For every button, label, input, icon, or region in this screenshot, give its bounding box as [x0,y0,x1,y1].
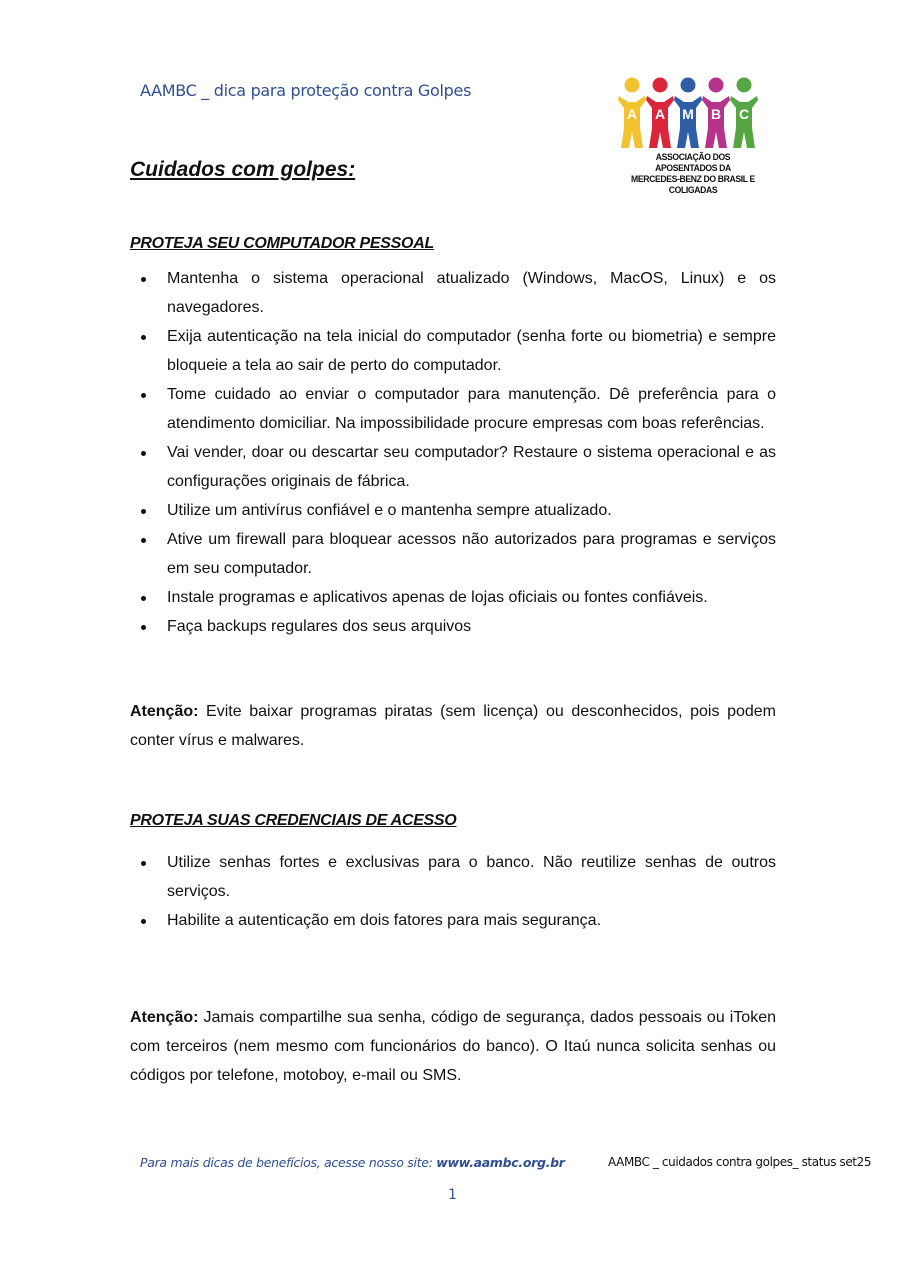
attention-text: Evite baixar programas piratas (sem licença) ou desconhecidos, pois podem conter vírus e malwares. [130,703,776,749]
attention-note-credentials [130,1003,776,1090]
list-item-text: Ative um firewall para bloquear acessos não autorizados para programas e serviços em seu computador. [167,531,776,577]
list-item-text: Instale programas e aplicativos apenas de lojas oficiais ou fontes confiáveis. [167,589,708,606]
bullet-icon [141,919,146,924]
footer-text: Para mais dicas de benefícios, acesse nosso site: [140,1155,437,1170]
list-item-text: Tome cuidado ao enviar o computador para manutenção. Dê preferência para o atendimento domiciliar. Na impossibilidade procure empresas com boas referências. [167,386,776,432]
logo-caption-line2: MERCEDES-BENZ DO BRASIL E COLIGADAS [631,173,755,195]
footer-site-link[interactable]: www.aambc.org.br [436,1155,565,1170]
logo-figure [646,78,674,149]
logo-letter: M [682,106,694,122]
logo-caption [624,151,762,195]
attention-label: Atenção: [130,1009,199,1026]
attention-text: Jamais compartilhe sua senha, código de segurança, dados pessoais ou iToken com terceiros (nem mesmo com funcionários do banco). O Itaú nunca solicita senhas ou códigos por telefone, motoboy, e-mail ou SMS. [130,1009,776,1084]
logo-figure [674,78,702,149]
logo-letter: A [654,106,666,122]
section-heading-credentials: PROTEJA SUAS CREDENCIAIS DE ACESSO [130,812,457,829]
list-item [130,380,776,438]
bullet-icon [141,451,146,456]
logo-figure [702,78,730,149]
list-item-text: Exija autenticação na tela inicial do computador (senha forte ou biometria) e sempre bloqueie a tela ao sair de perto do computador. [167,328,776,374]
section-heading-computer: PROTEJA SEU COMPUTADOR PESSOAL [130,235,434,252]
logo-caption-line1: ASSOCIAÇÃO DOS APOSENTADOS DA [655,151,731,173]
bullet-icon [141,861,146,866]
bullet-icon [141,277,146,282]
list-item [130,496,776,525]
list-item-text: Mantenha o sistema operacional atualizado (Windows, MacOS, Linux) e os navegadores. [167,270,776,316]
list-item [130,612,776,641]
list-item [130,848,776,906]
credential-tips-list [130,848,776,935]
list-item-text: Utilize um antivírus confiável e o mantenha sempre atualizado. [167,502,612,519]
header-title: AAMBC _ dica para proteção contra Golpes [140,81,472,100]
logo-figure [730,78,758,149]
bullet-icon [141,596,146,601]
footer-document-status: AAMBC _ cuidados contra golpes_ status set25 [608,1155,872,1169]
logo-letter: C [738,106,750,122]
list-item [130,322,776,380]
aambc-logo [618,74,768,195]
page-number: 1 [448,1187,457,1203]
logo-figure [618,78,646,149]
bullet-icon [141,393,146,398]
list-item [130,264,776,322]
attention-label: Atenção: [130,703,199,720]
bullet-icon [141,538,146,543]
list-item [130,525,776,583]
bullet-icon [141,509,146,514]
page-title: Cuidados com golpes: [130,158,356,181]
list-item [130,583,776,612]
list-item-text: Vai vender, doar ou descartar seu computador? Restaure o sistema operacional e as configurações originais de fábrica. [167,444,776,490]
list-item [130,438,776,496]
bullet-icon [141,625,146,630]
footer-site-note [140,1155,565,1170]
list-item-text: Utilize senhas fortes e exclusivas para o banco. Não reutilize senhas de outros serviços. [167,854,776,900]
list-item-text: Faça backups regulares dos seus arquivos [167,618,472,635]
list-item-text: Habilite a autenticação em dois fatores para mais segurança. [167,912,602,929]
computer-tips-list [130,264,776,641]
logo-letter: B [710,106,722,122]
list-item [130,906,776,935]
logo-letter: A [626,106,638,122]
attention-note-computer [130,697,776,755]
bullet-icon [141,335,146,340]
aambc-logo-figures [618,74,768,150]
